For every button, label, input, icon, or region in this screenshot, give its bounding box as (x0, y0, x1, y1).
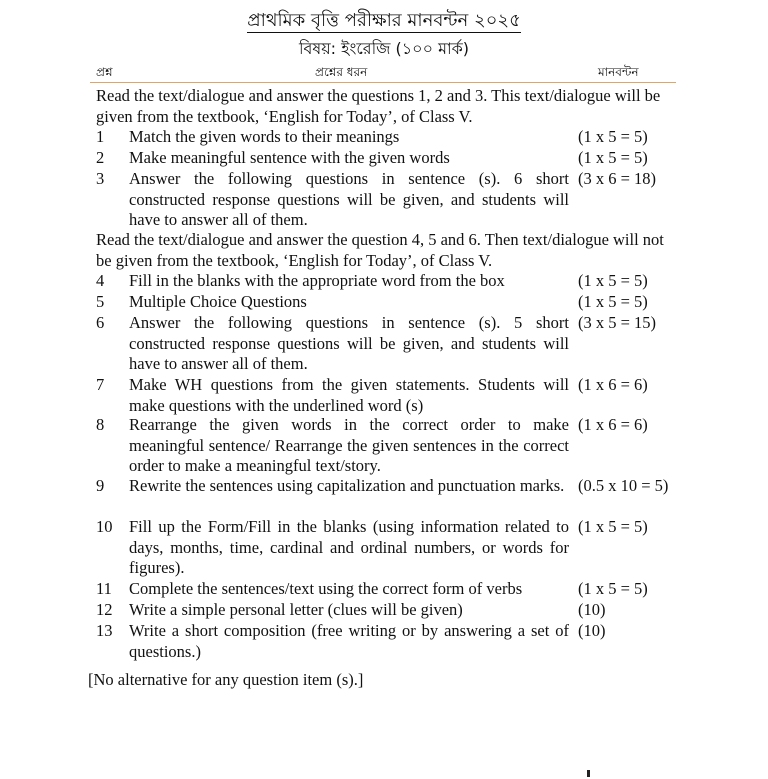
question-text: Fill up the Form/Fill in the blanks (using information related to days, months, time, cardinal and ordinal numbers, or words for figures). (129, 517, 569, 577)
question-marks: (1 x 5 = 5) (578, 579, 648, 598)
question-text: Write a simple personal letter (clues will be given) (129, 600, 463, 619)
question-number: 12 (96, 600, 113, 619)
question-number: 4 (96, 271, 105, 290)
page-title: প্রাথমিক বৃত্তি পরীক্ষার মানবন্টন ২০২৫ (247, 10, 521, 31)
intro-paragraph-2: Read the text/dialogue and answer the question 4, 5 and 6. Then text/dialogue will not be given from the textbook, ‘English for Today’, of Class V. (96, 230, 664, 270)
question-marks: (3 x 5 = 15) (578, 313, 657, 332)
question-number: 9 (96, 476, 105, 495)
question-number: 1 (96, 127, 105, 146)
question-text: Make WH questions from the given statements. Students will make questions with the underlined word (s) (129, 375, 569, 415)
question-marks: (3 x 6 = 18) (578, 169, 657, 188)
header-divider (90, 82, 676, 83)
question-marks: (1 x 5 = 5) (578, 127, 648, 146)
question-number: 6 (96, 313, 105, 332)
col-header-question: প্রশ্ন (96, 65, 113, 79)
question-text: Rewrite the sentences using capitalization and punctuation marks. (129, 476, 565, 495)
page-mark (587, 770, 590, 777)
question-number: 3 (96, 169, 105, 188)
question-text: Fill in the blanks with the appropriate word from the box (129, 271, 505, 290)
question-number: 10 (96, 517, 113, 536)
question-marks: (1 x 6 = 6) (578, 375, 648, 394)
question-marks: (10) (578, 621, 606, 640)
question-text: Make meaningful sentence with the given words (129, 148, 450, 167)
question-number: 7 (96, 375, 105, 394)
col-header-type: প্রশ্নের ধরন (315, 65, 368, 79)
intro-paragraph-1: Read the text/dialogue and answer the questions 1, 2 and 3. This text/dialogue will be given from the textbook, ‘English for Today’, of Class V. (96, 86, 661, 126)
question-text: Write a short composition (free writing or by answering a set of questions.) (129, 621, 569, 661)
question-marks: (1 x 5 = 5) (578, 148, 648, 167)
question-marks: (1 x 5 = 5) (578, 271, 648, 290)
question-marks: (0.5 x 10 = 5) (578, 476, 669, 495)
col-header-marks: মানবন্টন (598, 65, 639, 79)
page-subtitle: বিষয়: ইংরেজি (১০০ মার্ক) (298, 39, 470, 58)
footer-note: [No alternative for any question item (s).] (88, 670, 364, 689)
question-marks: (1 x 6 = 6) (578, 415, 648, 434)
question-text: Complete the sentences/text using the correct form of verbs (129, 579, 523, 598)
question-number: 13 (96, 621, 113, 640)
question-text: Multiple Choice Questions (129, 292, 307, 311)
question-text: Match the given words to their meanings (129, 127, 400, 146)
question-text: Answer the following questions in sentence (s). 6 short constructed response questions will be given, and students will have to answer all of them. (129, 169, 569, 229)
question-number: 5 (96, 292, 105, 311)
question-marks: (10) (578, 600, 606, 619)
question-number: 2 (96, 148, 105, 167)
question-number: 8 (96, 415, 105, 434)
question-number: 11 (96, 579, 112, 598)
question-text: Answer the following questions in sentence (s). 5 short constructed response questions will be given, and students will have to answer all of them. (129, 313, 569, 373)
question-marks: (1 x 5 = 5) (578, 517, 648, 536)
question-text: Rearrange the given words in the correct order to make meaningful sentence/ Rearrange the given sentences in the correct order to make a meaningful text/story. (129, 415, 569, 475)
question-marks: (1 x 5 = 5) (578, 292, 648, 311)
